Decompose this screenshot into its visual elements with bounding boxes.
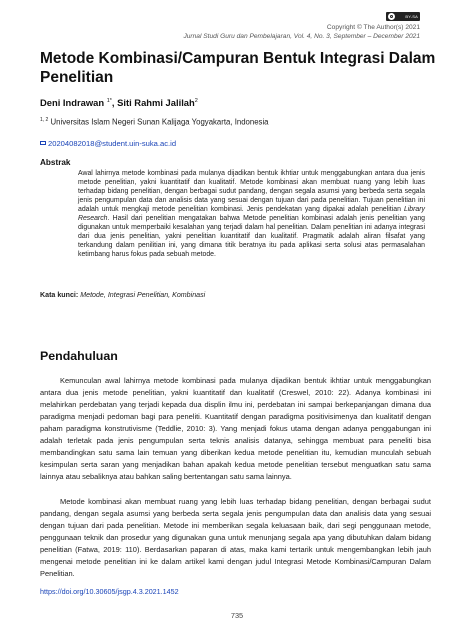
author-name-2: Siti Rahmi Jalilah: [117, 97, 195, 108]
author-1-marker: 1*: [106, 97, 112, 104]
author-name-1: Deni Indrawan: [40, 97, 105, 108]
abstract-text: [78, 169, 425, 259]
section-heading: Pendahuluan: [40, 349, 118, 363]
affiliation-marker: 1, 2: [40, 117, 49, 123]
abstract-text-part-1: Awal lahirnya metode kombinasi pada mulanya dijadikan bentuk ikhtiar untuk menggabungkan antara dua jenis metode penelitian, yakni kuantitatif dan kualitatif. Metode kombinasi akan membuat ruang yang lebih luas terhadap bidang penelitian, dengan berbagai sudut pandang, dengan segala asumsi yang berbeda serta segala jenis pengumpulan data dan analisis data yang sesuai dengan tujuan dari pada penelitian. Tujuan penelitian ini adalah untuk mengkaji metode penelitian kombinasi. Jenis pendekatan yang dipakai adalah penelitian: [78, 170, 425, 214]
author-line: [40, 97, 198, 108]
abstract-heading: Abstrak: [40, 158, 71, 167]
email-address: 20204082018@student.uin-suka.ac.id: [48, 139, 177, 148]
abstract-italic-term: Library Research: [78, 206, 425, 223]
cc-license-badge[interactable]: [386, 12, 420, 21]
corresponding-email-link[interactable]: [40, 139, 176, 148]
author-separator: ,: [111, 97, 118, 108]
abstract-text-part-2: . Hasil dari penelitian mengatakan bahwa Metode penelitian kombinasi adalah jenis penelitian yang digunakan untuk memperbaiki kesalahan yang terjadi dalam hal penelitian. Dalam penelitian ini adanya integrasi dari dua jenis penelitian, yakni penelitian kuantitatif dan kualitatif. Pragmatik adalah aliran filsafat yang terkandung dalam penilitian ini, yang dimana titik beratnya itu pada aplikasi serta solusi atas permasalahan ketimbang harus fokus pada sebuah metode.: [78, 215, 425, 259]
paragraph-1: Kemunculan awal lahirnya metode kombinasi pada mulanya dijadikan bentuk ikhtiar untuk menggabungkan antara dua jenis metode penelitian, yakni kuantitatif dan kualitatif (Creswel, 2010: 22). Adanya kombinasi ini melahirkan perdebatan yang terjadi kepada dua displin ilmu ini, perdebatan ini sampai berkepanjangan dimana dua paradigma menjadi pedoman bagi para peneliti. Kuantitatif dengan paradigma positivisimenya dan kualitatif dengan paham paradigma konstrutivisme (Teddlie, 2010: 3). Yang menjadi fokus utama dengan adanya penggabungan ini adalah terletak pada jenis pengumpulan serta teknis analisis datanya, sehingga membuat para peneliti bisa membandingkan satu sama lain temuan yang diberikan kedua metode penelitian itu, kemudian munculah sebuah kesimpulan serta saran yang menjadikan bahan apakah kedua metode penelitian tersebut menguatkan satu sama lainnya atau sebaliknya atau bahkan saling bertentangan satu sama lainnya.: [40, 376, 431, 482]
doi-link[interactable]: https://doi.org/10.30605/jsgp.4.3.2021.1452: [40, 587, 179, 596]
journal-citation: Jurnal Studi Guru dan Pembelajaran, Vol. 4, No. 3, September – December 2021: [183, 33, 420, 40]
keywords-label: Kata kunci:: [40, 291, 79, 299]
mail-icon: [40, 141, 46, 145]
paragraph-2: Metode kombinasi akan membuat ruang yang lebih luas terhadap bidang penelitian, dengan berbagai sudut pandang, dengan segala asumsi yang berbeda serta segala jenis pengumpulan data dan analisis data yang sesuai dengan tujuan dari pada penelitian. Metode ini memberikan segala keluasaan baik, dari segi penggunaan metode, penggunaan teknik dan prosedur yang digunakan guna untuk menunjang segala apa yang dibutuhkan dalam bidang penelitian (Fatwa, 2019: 110). Berdasarkan paparan di atas, maka kami tertarik untuk mengembangkan lebih jauh mengenai metode penelitian ini ke dalam artikel kami dengan judul Integrasi Metode Kombinasi/Campuran Dalam Penelitian.: [40, 497, 431, 579]
license-label: BY-SA: [405, 14, 418, 19]
article-title: Metode Kombinasi/Campuran Bentuk Integrasi Dalam Penelitian: [40, 50, 436, 86]
cc-icon: [388, 13, 395, 20]
affiliation: [40, 117, 269, 127]
keywords-value: Metode, Integrasi Penelitian, Kombinasi: [78, 291, 206, 299]
author-2-marker: 2: [194, 97, 198, 104]
page-number: 735: [230, 611, 244, 620]
copyright-notice: Copyright © The Author(s) 2021: [326, 24, 420, 31]
affiliation-text: Universitas Islam Negeri Sunan Kalijaga Yogyakarta, Indonesia: [48, 117, 269, 127]
keywords: [40, 291, 205, 299]
